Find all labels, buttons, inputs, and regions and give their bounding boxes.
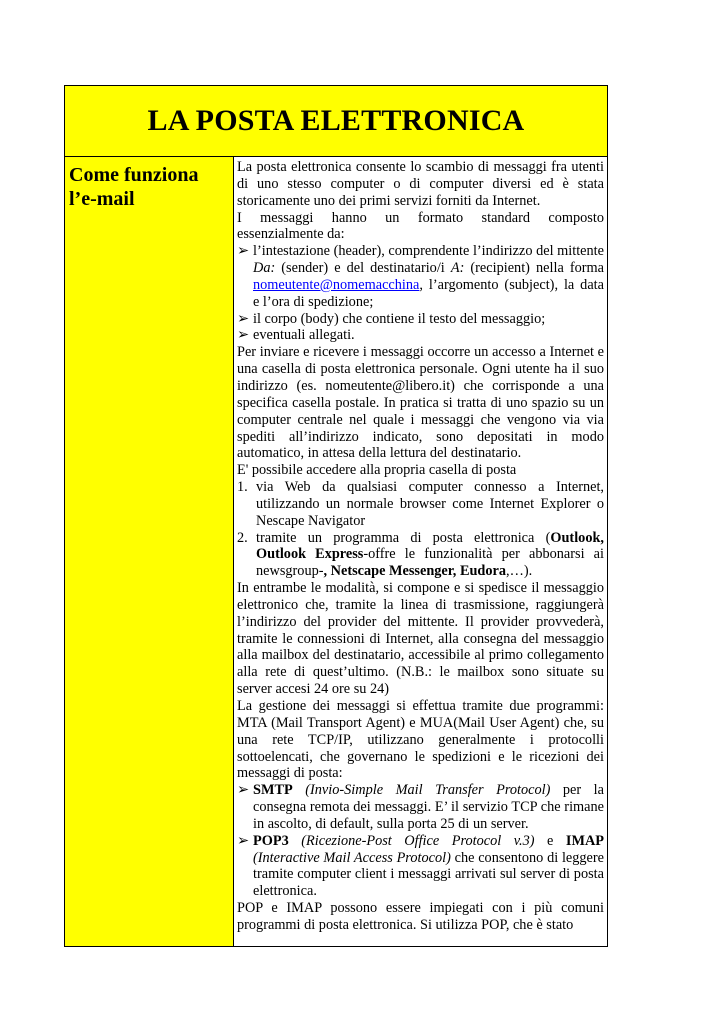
arrow-bullet-icon: ➢ (237, 327, 249, 344)
arrow-bullet-icon: ➢ (237, 243, 249, 260)
list-number: 1. (237, 479, 248, 496)
numbered-item-client: 2. tramite un programma di posta elettronica (Outlook, Outlook Express-offre le funzionalità per abbonarsi ai newsgroup-, Netscape Messenger, Eudora,…). (237, 529, 604, 580)
protocol-smtp: SMTP (253, 782, 293, 799)
final-paragraph: POP e IMAP possono essere impiegati con i più comuni programmi di posta elettronica. Si utilizza POP, che è stato (237, 900, 604, 933)
list-item-body: ➢ il corpo (body) che contiene il testo del messaggio; (237, 310, 546, 327)
section-title: Come funziona l’e-mail (69, 164, 199, 210)
list-item-header: ➢ l’intestazione (header), comprendente l’indirizzo del mittente Da: (sender) e del destinatario/i A: (recipient) nella forma nomeutente@nomemacchina, l’argomento (subject), la data e l’ora di spedizione; (237, 243, 604, 310)
intro-paragraph: La posta elettronica consente lo scambio di messaggi fra utenti di uno stesso computer o di computer diversi ed è stata storicamente uno dei primi servizi forniti da Internet. (237, 159, 604, 209)
list-item-attachments: ➢ eventuali allegati. (237, 327, 355, 344)
page-title: LA POSTA ELETTRONICA (147, 104, 525, 137)
email-link[interactable]: nomeutente@nomemacchina (253, 276, 420, 293)
section-cell (65, 157, 234, 947)
content-cell (234, 157, 607, 947)
access-paragraph: E' possibile accedere alla propria casella di posta (237, 462, 517, 479)
protocol-pop3: POP3 (253, 832, 289, 849)
numbered-item-web: 1. via Web da qualsiasi computer connesso a Internet, utilizzando un normale browser come Internet Explorer o Nescape Navigator (237, 479, 604, 529)
management-paragraph: La gestione dei messaggi si effettua tramite due programmi: MTA (Mail Transport Agent) e MUA(Mail User Agent) che, su una rete TCP/IP, utilizzano generalmente i protocolli sottoelencati, che governano le spedizioni e le ricezioni dei messaggi di posta: (237, 698, 604, 782)
send-receive-paragraph: Per inviare e ricevere i messaggi occorre un accesso a Internet e una casella di posta elettronica personale. Ogni utente ha il suo indirizzo (es. nomeutente@libero.it) che corrisponde a una specifica casella postale. In pratica si tratta di uno spazio su un computer centrale nel quale i messaggi che vengono via via spediti all’indirizzo indicato, sono depositati in modo automatico, in attesa della lettura del destinatario. (237, 344, 604, 462)
list-number: 2. (237, 529, 248, 546)
body-row (65, 157, 607, 947)
arrow-bullet-icon: ➢ (237, 310, 249, 327)
document-table (64, 85, 608, 947)
protocol-imap: IMAP (565, 832, 605, 849)
arrow-bullet-icon: ➢ (237, 832, 249, 849)
list-item-pop3: ➢ POP3 (Ricezione-Post Office Protocol v.3) e IMAP (Interactive Mail Access Protocol) che consentono di leggere tramite computer client i messaggi arrivati sul server di posta elettronica. (237, 832, 605, 900)
format-paragraph: I messaggi hanno un formato standard composto essenzialmente da: (237, 209, 604, 243)
both-modes-paragraph: In entrambe le modalità, si compone e si spedisce il messaggio elettronico che, tramite la linea di trasmissione, raggiungerà l’indirizzo del provider del mittente. Il provider provvederà, tramite le connessioni di Internet, alla consegna del messaggio alla mailbox del destinatario, accessibile al primo collegamento alla rete di quest’ultimo. (N.B.: le mailbox sono situate su server accesi 24 ore su 24) (237, 580, 604, 698)
list-item-smtp: ➢ SMTP (Invio-Simple Mail Transfer Protocol) per la consegna remota dei messaggi. E’ il servizio TCP che rimane in ascolto, di default, sulla porta 25 di un server. (237, 782, 605, 832)
title-row (65, 86, 607, 157)
arrow-bullet-icon: ➢ (237, 782, 249, 799)
